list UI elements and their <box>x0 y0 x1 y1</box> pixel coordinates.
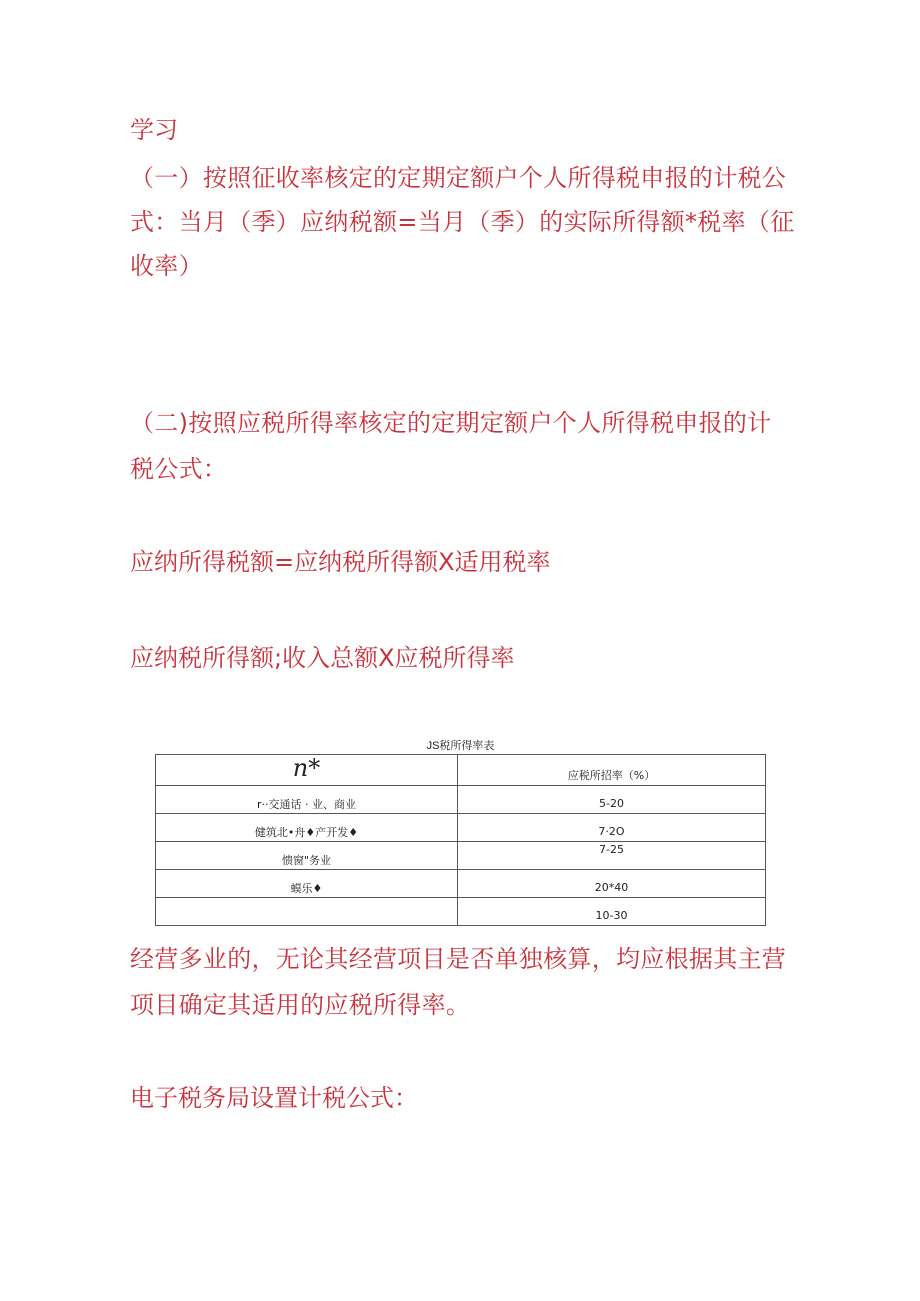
rate-range: 7·2O <box>598 825 625 838</box>
paragraph-multi-business-note: 经营多业的，无论其经营项目是否单独核算，均应根据其主营项目确定其适用的应税所得率。 <box>130 945 787 1019</box>
table-row <box>156 898 766 926</box>
table-cell <box>156 842 458 870</box>
formula-taxable-income: 应纳税所得额;收入总额X应税所得率 <box>130 644 515 672</box>
table-header-row <box>156 755 766 786</box>
formula-tax-payable: 应纳所得税额=应纳税所得额X适用税率 <box>130 548 551 576</box>
table-cell <box>156 898 458 926</box>
rate-range: 10-30 <box>595 909 628 922</box>
rate-range: 20*40 <box>594 881 629 894</box>
rate-range: 5-20 <box>599 797 624 810</box>
table-cell <box>458 786 766 814</box>
header-industry-label: n* <box>292 754 321 782</box>
table-header-cell <box>156 755 458 786</box>
industry-name: 蟆乐♦ <box>290 881 323 895</box>
table-cell <box>156 786 458 814</box>
rate-table <box>155 754 766 926</box>
table-row <box>156 786 766 814</box>
table-cell <box>458 814 766 842</box>
paragraph-e-tax-bureau: 电子税务局设置计税公式： <box>130 1084 418 1112</box>
industry-name: 健筑北•舟♦产开发♦ <box>254 825 359 839</box>
table-cell <box>458 842 766 870</box>
table-cell <box>458 870 766 898</box>
paragraph-taxable-income-rate-formula: （二)按照应税所得率核定的定期定额户个人所得税申报的计税公式： <box>130 409 772 483</box>
document-heading: 学习 <box>130 116 178 144</box>
industry-name: 愦窗"务业 <box>281 853 332 867</box>
table-header-cell <box>458 755 766 786</box>
header-rate-label: 应税所招率（%） <box>567 769 656 782</box>
industry-name: r··交通话 · 业、商业 <box>256 797 356 811</box>
rate-range: 7-25 <box>599 843 624 856</box>
table-caption: JS税所得率表 <box>426 740 495 752</box>
table-cell <box>458 898 766 926</box>
table-cell <box>156 814 458 842</box>
table-row <box>156 814 766 842</box>
paragraph-levy-rate-formula: （一）按照征收率核定的定期定额户个人所得税申报的计税公式：当月（季）应纳税额=当月（季）的实际所得额*税率（征收率） <box>130 164 795 280</box>
table-row <box>156 842 766 870</box>
table-row <box>156 870 766 898</box>
table-cell <box>156 870 458 898</box>
